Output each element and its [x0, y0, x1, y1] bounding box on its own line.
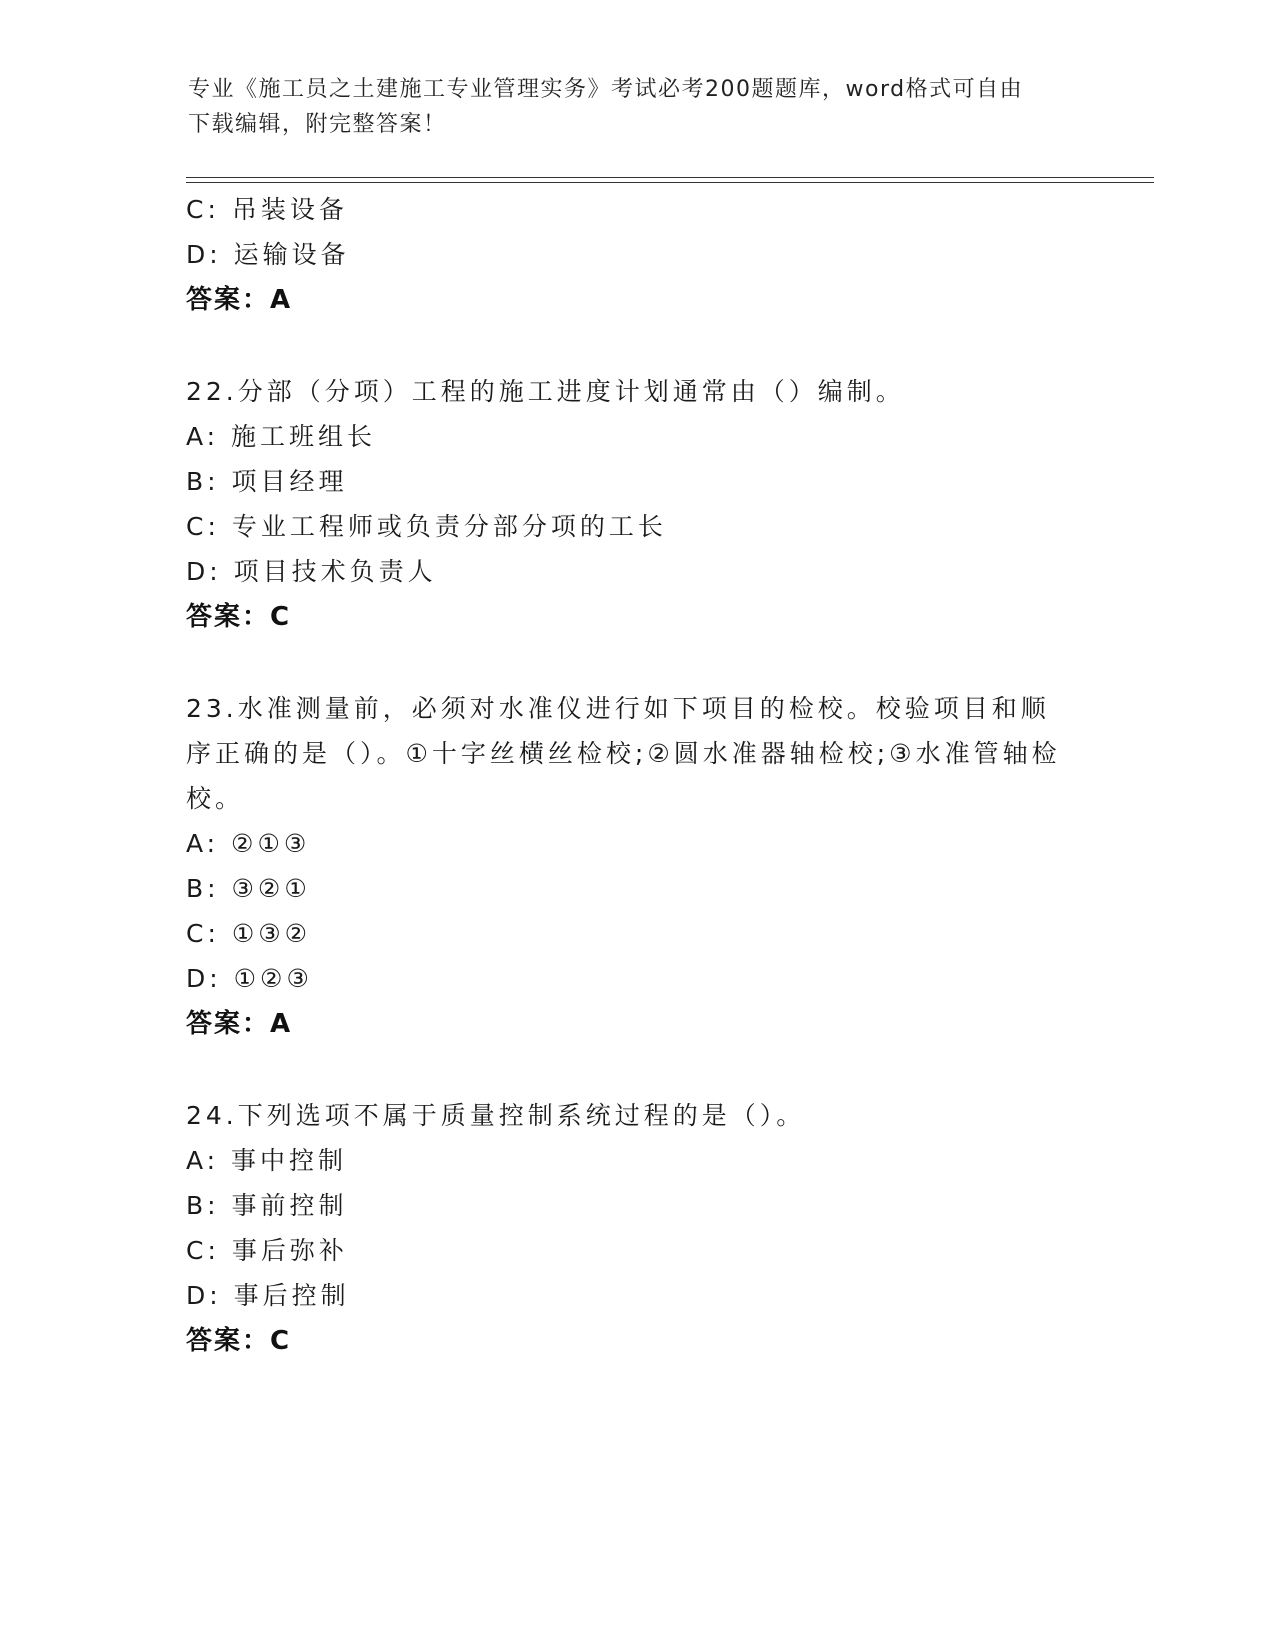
option-d: D: 运输设备	[186, 240, 350, 269]
option-a: A: ②①③	[186, 829, 311, 858]
answer-line: 答案：C	[186, 1326, 292, 1356]
option-b: B: 项目经理	[186, 467, 348, 496]
question-21-continued	[186, 187, 1086, 323]
answer-line: 答案：A	[186, 1009, 293, 1039]
option-c: C: 吊装设备	[186, 195, 348, 224]
answer-line: 答案：A	[186, 285, 293, 315]
document-header	[188, 72, 1088, 142]
spacer	[186, 640, 1086, 686]
option-c: C: ①③②	[186, 919, 312, 948]
question-22	[186, 369, 1086, 640]
option-d: D: 事后控制	[186, 1281, 350, 1310]
header-rule-bottom	[186, 182, 1154, 183]
header-line-2: 下载编辑，附完整答案！	[188, 112, 447, 137]
question-23	[186, 686, 1086, 1047]
question-stem: 24.下列选项不属于质量控制系统过程的是（）。	[186, 1101, 806, 1130]
option-c: C: 专业工程师或负责分部分项的工长	[186, 512, 667, 541]
spacer	[186, 323, 1086, 369]
question-24	[186, 1093, 1086, 1364]
option-a: A: 事中控制	[186, 1146, 348, 1175]
option-d: D: 项目技术负责人	[186, 557, 437, 586]
question-stem: 23.水准测量前，必须对水准仪进行如下项目的检校。校验项目和顺序正确的是（）。①十字丝横丝检校;②圆水准器轴检校;③水准管轴检校。	[186, 694, 1061, 813]
spacer	[186, 1047, 1086, 1093]
question-stem: 22.分部（分项）工程的施工进度计划通常由（）编制。	[186, 377, 905, 406]
answer-line: 答案：C	[186, 602, 292, 632]
question-list	[186, 187, 1086, 1364]
option-c: C: 事后弥补	[186, 1236, 348, 1265]
option-b: B: ③②①	[186, 874, 311, 903]
header-line-1: 专业《施工员之土建施工专业管理实务》考试必考200题题库，word格式可自由	[188, 77, 1024, 102]
option-a: A: 施工班组长	[186, 422, 377, 451]
header-rule-top	[186, 177, 1154, 178]
option-d: D: ①②③	[186, 964, 313, 993]
option-b: B: 事前控制	[186, 1191, 348, 1220]
